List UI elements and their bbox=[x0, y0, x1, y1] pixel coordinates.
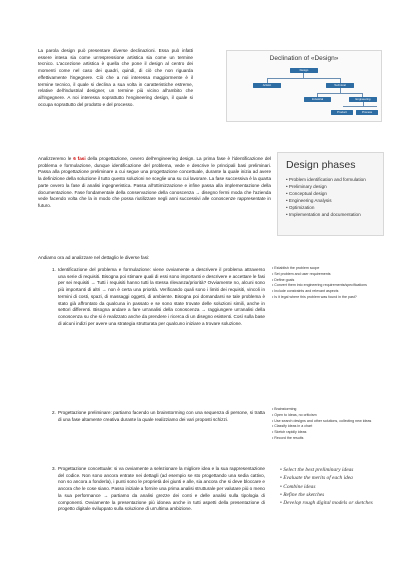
list-item: • Record the results bbox=[272, 436, 392, 442]
list-item: • Establish the problem scope bbox=[272, 266, 392, 272]
item-number: 2. bbox=[52, 410, 56, 415]
diagram-connector bbox=[343, 106, 377, 107]
item-number: 1. bbox=[52, 267, 56, 272]
item-preliminary-design: Progettazione preliminare: partiamo facendo un brainstorming con una sequenza di persone, si tratta di una fase altamente creativa durante la quale realizziamo dei vari proposti schizzi. bbox=[58, 410, 265, 422]
list-item: • Sketch rapidly ideas bbox=[272, 430, 392, 436]
list-item: • Classify ideas in a chart bbox=[272, 424, 392, 430]
list-item: • Define goals bbox=[272, 278, 392, 284]
list-item: • Is it legal where this problem was found in the past? bbox=[272, 295, 392, 301]
section-heading: Andiamo ora ad analizzare nel dettaglio le diverse fasi: bbox=[38, 255, 150, 260]
slide-title: Design phases bbox=[286, 159, 356, 171]
diagram-node-engineering: Engineering bbox=[349, 97, 377, 102]
phase-item: • Optimization bbox=[278, 204, 383, 211]
overview-text-rest: della progettazione, ovvero dell'engineering design. La prima fase è l'identificazione del problema e formulazione, dunque identificazione del problema, vede e descrive le principali basi preliminari. Passa alla progettazione preliminare a cui segue una progettazione concettuale, durante la quale inizia ad avere la definizione della soluzione il tutto questo soluzioni ne sceglie una su cui lavorare. La fase successiva è la quarta parte ovvero la fase di analisi ingegneristica. Passa all'ottimizzazione e infine passa alla implementazione della documentazione. Fase fondamentale della conservazione della conoscenza → disegno fermi moda che l'azienda vede facendo volta che la in modo che possa riutilizzare negli anni successivi alle conoscenze rappresentate in futuro. bbox=[38, 156, 271, 208]
list-item: • Include constraints and relevant aspects bbox=[272, 289, 392, 295]
phase-item: • Engineering Analysis bbox=[278, 197, 383, 204]
list-item: • Set problem and user requirements bbox=[272, 272, 392, 278]
phase-item: • Conceptual design bbox=[278, 190, 383, 197]
intro-paragraph: La parola design può presentare diverse declinazioni. Essa può infatti essere intesa sia come un'espressione artistica sia come un termine tecnico. L'accezione artistica è quella che pone il design al centro dei momenti come nel caso dei quadri, quindi, di ciò che non riguarda effettivamente l'ingegnere. Ciò che a noi interessa maggiormente è il termine tecnico, il quale si declina a sua volta in caratteristiche estreme, relative dell'industrial designer, un termine più vicino all'ambito che all'ingegnere. A noi interessa soprattutto l'engineering design, il quale si occupa soprattutto del prodotto e del processo. bbox=[38, 48, 193, 107]
diagram-node-product: Product bbox=[331, 110, 353, 115]
diagram-node-artistic: Artistic bbox=[253, 83, 281, 88]
phases-overview-paragraph bbox=[38, 156, 271, 210]
diagram-connector bbox=[317, 93, 363, 94]
item-conceptual-design: Progettazione concettuale: si va ovviamente a selezionare la migliore idea e la sua rappresentazione del codice. Non sono ancora entrate nei dettagli (ad esempio se sto progettando una sedia cattivo, non so ancora a fonderla), i punti sono le proprietà dei giunti e alle, sia ancora che si deve bloccare e ancora che le cose siano. Passo iniziale a fornire una prima analisi strutturale per valutare più o meno la sua performance → partiamo da analisi grezze dei conti e delle analisi sulla tipologia di componenti. Ovviamente la presentazione più idonea anche in tutti aspetti della presentazione di progetto digitale sviluppato sulla soluzione di un'ultima ambizione. bbox=[58, 466, 265, 512]
list-item: • Convert them into engineering requirements/specifications bbox=[272, 283, 392, 289]
diagram-node-process: Process bbox=[356, 110, 378, 115]
list-item: • Refine the sketches bbox=[280, 491, 392, 499]
conceptual-design-list bbox=[280, 466, 392, 507]
item-number: 3. bbox=[52, 466, 56, 471]
list-item: • Open to ideas, no criticism bbox=[272, 413, 392, 419]
item-problem-identification: Identificazione del problema e formulazione: viene ovviamente a descrivere il problema attraverso una serie di requisiti. Bisogna poi stimare quali di essi sono importanti e descrivere e accettare le fasi per sei requisiti → Tutti i requisiti hanno tutti la stessa rilevanza/priorità? Ovviamente no, alcuni sono più importanti di altri → non è certa una priorità. Verificando quali sono i limiti dei requisiti, vincoli in termini di costi, spazi, di massaggi oggetti, di ambiente. Bisogna poi domandarsi se tale problema è stato già affrontato da qualcuna in passato e se sono state trovate delle soluzioni simili, anche in settori differenti. Bisogna andare a fare un'analisi della conoscenza → raggiungere un'analisi della conoscenza su che si è realizzato anche da prendere i ricerca di un disegno esistenti. Così sulla base di alcuni indizi per avere una strategia strutturata per qualcuno iniziare a trovare soluzione. bbox=[58, 267, 265, 326]
list-item: • Combine ideas bbox=[280, 483, 392, 491]
list-item: • Develop rough digital models or sketches bbox=[280, 499, 392, 507]
diagram-node-industrial: Industrial bbox=[304, 97, 331, 102]
phase-item: • Implementation and documentation bbox=[278, 211, 383, 218]
highlight-phase-count: 6 fasi bbox=[73, 156, 86, 161]
phase-item: • Preliminary design bbox=[278, 183, 383, 190]
design-phases-slide bbox=[277, 152, 384, 236]
problem-requirements-list bbox=[272, 266, 392, 301]
declination-diagram bbox=[226, 50, 382, 122]
list-item: • Select the best preliminary ideas bbox=[280, 466, 392, 474]
brainstorming-list bbox=[272, 407, 392, 442]
diagram-connector bbox=[267, 78, 341, 79]
list-item: • Brainstorming bbox=[272, 407, 392, 413]
diagram-node-design: Design bbox=[290, 68, 318, 73]
diagram-node-technical: Technical bbox=[326, 83, 354, 88]
overview-text-start: Analizzeremo le bbox=[38, 156, 74, 161]
list-item: • Evaluate the merits of each idea bbox=[280, 474, 392, 482]
diagram-title: Declination of «Design» bbox=[269, 55, 339, 62]
list-item: • Use search designs and other solutions, collecting new ideas bbox=[272, 419, 392, 425]
phase-item: • Problem identification and formulation bbox=[278, 176, 383, 183]
